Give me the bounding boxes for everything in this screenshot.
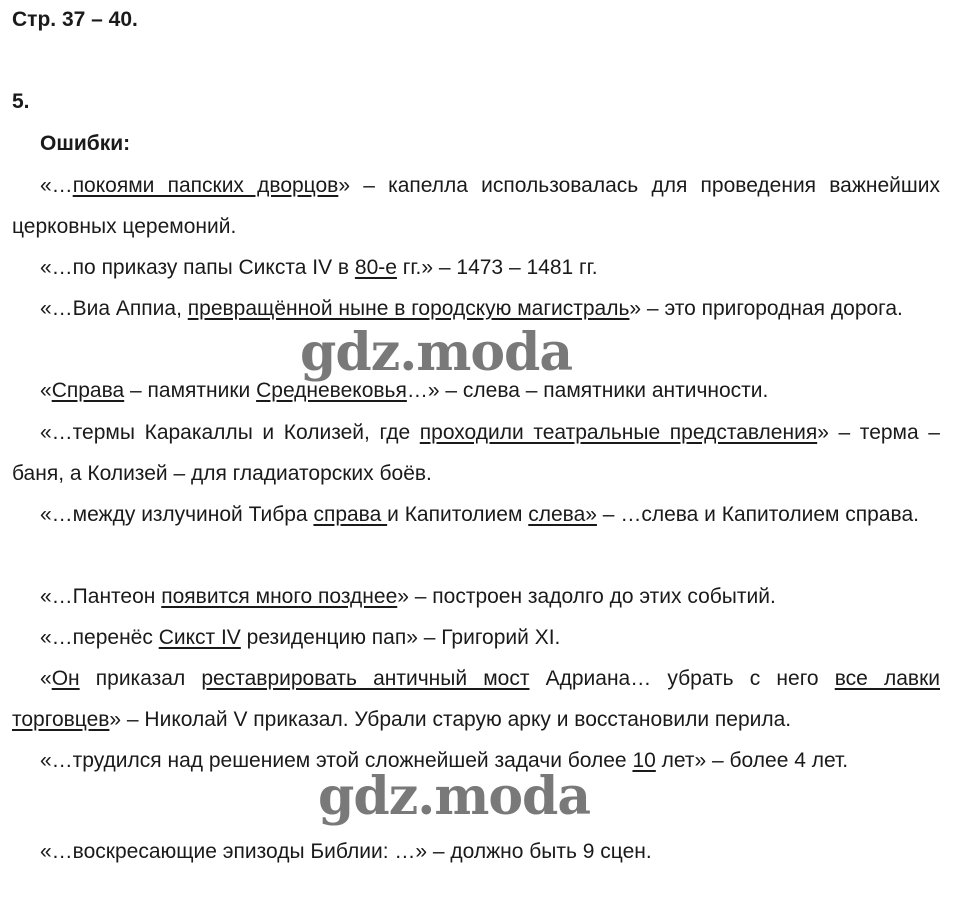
watermark: gdz.moda [300,322,573,383]
underlined-phrase: Сикст IV [158,626,241,649]
error-item [12,370,940,411]
underlined-phrase: 80-е [354,256,397,279]
underlined-phrase: проходили театральные представления [419,421,818,444]
text-segment: « [40,667,52,690]
text-segment: » – построен задолго до этих событий. [397,585,776,608]
underlined-phrase: справа [313,503,388,526]
page-reference: Стр. 37 – 40. [12,8,138,31]
text-segment: – …слева и Капитолием справа. [596,503,919,526]
text-segment: «…между излучиной Тибра [40,503,314,526]
text-segment: «…перенёс [40,626,159,649]
watermark: gdz.moda [318,766,591,827]
text-segment: …» – слева – памятники античности. [406,379,769,402]
text-segment: «… [40,174,73,197]
text-segment: Адриана… убрать с него [529,667,835,690]
error-item [12,494,940,535]
underlined-phrase: Он [51,667,80,690]
underlined-phrase: слева» [528,503,597,526]
underlined-phrase: превращённой ныне в городскую магистраль [187,297,630,320]
error-item [12,658,940,740]
task-number: 5. [12,90,30,113]
text-segment: резиденцию пап» – Григорий XI. [240,626,561,649]
error-item [12,288,940,329]
text-segment: лет» – более 4 лет. [655,749,849,772]
text-segment: «…Виа Аппиа, [40,297,188,320]
text-segment: » – Николай V приказал. Убрали старую арку и восстановили перила. [109,708,792,731]
error-item [12,831,940,872]
section-label: Ошибки: [40,132,131,155]
underlined-phrase: покоями папских дворцов [72,174,339,197]
underlined-phrase: все лавки торговцев [12,667,940,731]
underlined-phrase: реставрировать античный мост [201,667,530,690]
text-segment: » – капелла использовалась для проведения важнейших церковных церемоний. [12,174,940,238]
text-segment: » – это пригородная дорога. [629,297,903,320]
error-item [12,740,940,781]
underlined-phrase: Справа [51,379,125,402]
text-segment: » – терма – баня, а Колизей – для гладиаторских боёв. [12,421,940,485]
error-item [12,165,940,247]
text-segment: « [40,379,52,402]
error-item [12,412,940,494]
error-item [12,617,940,658]
text-segment: приказал [79,667,202,690]
error-item [12,247,940,288]
error-item [12,576,940,617]
text-segment: «…термы Каракаллы и Колизей, где [40,421,420,444]
text-segment: «…воскресающие эпизоды Библии: …» – должно быть 9 сцен. [40,840,652,863]
text-segment: «…Пантеон [40,585,162,608]
underlined-phrase: появится много позднее [161,585,398,608]
underlined-phrase: 10 [632,749,656,772]
text-segment: гг.» – 1473 – 1481 гг. [396,256,598,279]
text-segment: и Капитолием [387,503,529,526]
text-segment: «…по приказу папы Сикста IV в [40,256,355,279]
text-segment: «…трудился над решением этой сложнейшей задачи более [40,749,633,772]
underlined-phrase: Средневековья [256,379,407,402]
text-segment: – памятники [124,379,257,402]
